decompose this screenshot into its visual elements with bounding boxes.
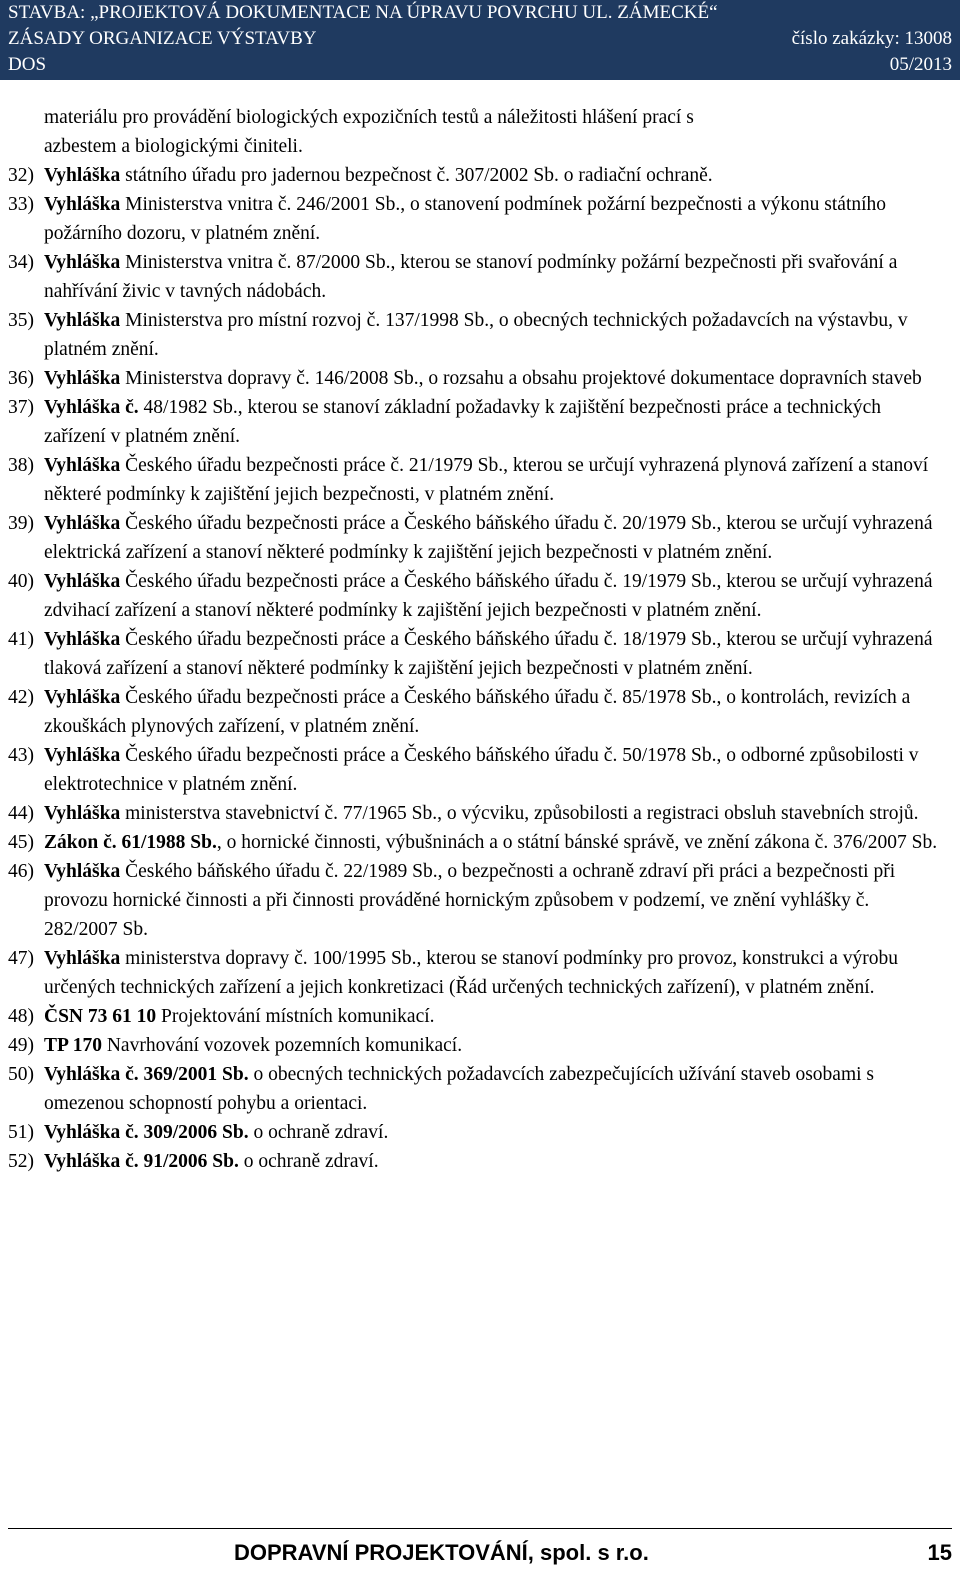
page-number: 15: [927, 1540, 952, 1565]
page-footer: [8, 1537, 952, 1569]
list-item-lead: Vyhláška: [44, 861, 121, 882]
list-item-lead: Vyhláška: [44, 310, 121, 331]
list-item-number: 45): [8, 832, 34, 853]
list-item-text: Ministerstva vnitra č. 246/2001 Sb., o stanovení podmínek požární bezpečnosti a výkonu státního požárního dozoru, v platném znění.: [44, 194, 887, 244]
list-item-text: , o hornické činnosti, výbušninách a o státní bánské správě, ve znění zákona č. 376/2007 Sb.: [216, 832, 938, 853]
list-item: [8, 567, 943, 625]
list-item-text: Českého úřadu bezpečnosti práce č. 21/1979 Sb., kterou se určují vyhrazená plynová zařízení a stanoví některé podmínky k zajištění jejich bezpečnosti, v platném znění.: [44, 455, 929, 505]
list-item-number: 41): [8, 629, 34, 650]
list-item: [8, 190, 943, 248]
list-item-lead: ČSN 73 61 10: [44, 1006, 157, 1027]
list-item-number: 40): [8, 571, 34, 592]
list-item-lead: Vyhláška: [44, 629, 121, 650]
list-item: [8, 509, 943, 567]
list-item-lead: TP 170: [44, 1035, 102, 1056]
list-item-number: 35): [8, 310, 34, 331]
list-item-number: 47): [8, 948, 34, 969]
list-item: [8, 364, 943, 393]
list-item-text: Ministerstva vnitra č. 87/2000 Sb., kterou se stanoví podmínky požární bezpečnosti při svařování a nahřívání živic v tavných nádobách.: [44, 252, 898, 302]
list-item-text: o obecných technických požadavcích zabezpečujících užívání staveb osobami s omezenou schopností pohybu a orientaci.: [44, 1064, 875, 1114]
list-item-lead: Vyhláška: [44, 165, 121, 186]
list-item-number: 42): [8, 687, 34, 708]
footer-divider: [8, 1528, 952, 1529]
project-title: STAVBA: „PROJEKTOVÁ DOKUMENTACE NA ÚPRAVU POVRCHU UL. ZÁMECKÉ“: [8, 2, 718, 23]
list-item-number: 52): [8, 1151, 34, 1172]
list-items: [8, 161, 943, 1176]
list-item-lead: Vyhláška č. 309/2006 Sb.: [44, 1122, 249, 1143]
document-date: 05/2013: [889, 54, 952, 75]
intro-line: materiálu pro provádění biologických expozičních testů a náležitosti hlášení prací s: [44, 107, 694, 128]
list-item-number: 51): [8, 1122, 34, 1143]
list-item-lead: Vyhláška: [44, 571, 121, 592]
list-item-text: Českého úřadu bezpečnosti práce a Českého báňského úřadu č. 20/1979 Sb., kterou se určují vyhrazená elektrická zařízení a stanoví některé podmínky k zajištění jejich bezpečnosti v platném znění.: [44, 513, 933, 563]
list-item-lead: Zákon č. 61/1988 Sb.: [44, 832, 217, 853]
header-row-3: [8, 52, 952, 78]
list-item: [8, 1002, 943, 1031]
list-item-number: 32): [8, 165, 34, 186]
list-item-lead: Vyhláška: [44, 803, 121, 824]
list-item-text: Českého úřadu bezpečnosti práce a Českého báňského úřadu č. 85/1978 Sb., o kontrolách, revizích a zkouškách plynových zařízení, v platném znění.: [44, 687, 911, 737]
list-item: [8, 451, 943, 509]
list-item: [8, 248, 943, 306]
list-item: [8, 1147, 943, 1176]
list-item-number: 37): [8, 397, 34, 418]
document-stage: DOS: [8, 54, 47, 75]
list-item: [8, 683, 943, 741]
list-item-number: 38): [8, 455, 34, 476]
list-item-lead: Vyhláška: [44, 687, 121, 708]
list-item-lead: Vyhláška: [44, 948, 121, 969]
list-item-text: státního úřadu pro jadernou bezpečnost č. 307/2002 Sb. o radiační ochraně.: [120, 165, 713, 186]
list-item-lead: Vyhláška č.: [44, 397, 139, 418]
list-item: [8, 741, 943, 799]
list-item-number: 46): [8, 861, 34, 882]
list-item-text: Ministerstva dopravy č. 146/2008 Sb., o rozsahu a obsahu projektové dokumentace dopravních staveb: [120, 368, 922, 389]
list-item-text: Českého úřadu bezpečnosti práce a Českého báňského úřadu č. 19/1979 Sb., kterou se určují vyhrazená zdvihací zařízení a stanoví některé podmínky k zajištění jejich bezpečnosti v platném znění.: [44, 571, 933, 621]
list-item-text: Českého úřadu bezpečnosti práce a Českého báňského úřadu č. 18/1979 Sb., kterou se určují vyhrazená tlaková zařízení a stanoví některé podmínky k zajištění jejich bezpečnosti v platném znění.: [44, 629, 933, 679]
list-item: [8, 306, 943, 364]
order-number: číslo zakázky: 13008: [791, 28, 952, 49]
list-item: [8, 799, 943, 828]
list-item-lead: Vyhláška: [44, 745, 121, 766]
list-item-text: Českého úřadu bezpečnosti práce a Českého báňského úřadu č. 50/1978 Sb., o odborné způsobilosti v elektrotechnice v platném znění.: [44, 745, 919, 795]
list-item-text: ministerstva stavebnictví č. 77/1965 Sb., o výcviku, způsobilosti a registraci obsluh stavebních strojů.: [120, 803, 919, 824]
list-item-lead: Vyhláška: [44, 368, 121, 389]
list-item-text: ministerstva dopravy č. 100/1995 Sb., kterou se stanoví podmínky pro provoz, konstrukci a výrobu určených technických zařízení a jejich konkretizaci (Řád určených technických zařízení), v platném znění.: [44, 948, 898, 998]
list-item-lead: Vyhláška: [44, 455, 121, 476]
list-item: [8, 161, 943, 190]
list-item-lead: Vyhláška č. 91/2006 Sb.: [44, 1151, 239, 1172]
list-item-number: 34): [8, 252, 34, 273]
list-item-lead: Vyhláška: [44, 513, 121, 534]
regulation-list: [8, 103, 943, 1176]
list-item-text: 48/1982 Sb., kterou se stanoví základní požadavky k zajištění bezpečnosti práce a technických zařízení v platném znění.: [44, 397, 882, 447]
list-item: [8, 944, 943, 1002]
list-item-number: 39): [8, 513, 34, 534]
list-item-text: Českého báňského úřadu č. 22/1989 Sb., o bezpečnosti a ochraně zdraví při práci a bezpečnosti při provozu hornické činnosti a při činnosti prováděné hornickým způsobem v podzemí, ve znění vyhlášky č. 282/2007 Sb.: [44, 861, 896, 940]
list-item-number: 49): [8, 1035, 34, 1056]
list-item-text: Navrhování vozovek pozemních komunikací.: [101, 1035, 463, 1056]
list-item: [8, 1060, 943, 1118]
list-item-number: 43): [8, 745, 34, 766]
list-item-text: Projektování místních komunikací.: [156, 1006, 435, 1027]
list-item: [8, 393, 943, 451]
list-item-number: 33): [8, 194, 34, 215]
company-name: DOPRAVNÍ PROJEKTOVÁNÍ, spol. s r.o.: [234, 1540, 649, 1565]
section-title: ZÁSADY ORGANIZACE VÝSTAVBY: [8, 28, 317, 49]
list-item: [8, 625, 943, 683]
header-row-2: [8, 26, 952, 52]
page-header: [0, 0, 960, 80]
list-item-text: Ministerstva pro místní rozvoj č. 137/1998 Sb., o obecných technických požadavcích na výstavbu, v platném znění.: [44, 310, 908, 360]
list-item-number: 48): [8, 1006, 34, 1027]
list-item: [8, 828, 943, 857]
list-item-lead: Vyhláška č. 369/2001 Sb.: [44, 1064, 249, 1085]
list-item-number: 36): [8, 368, 34, 389]
intro-line: azbestem a biologickými činiteli.: [44, 136, 303, 157]
intro-continuation: [8, 103, 943, 161]
list-item-number: 50): [8, 1064, 34, 1085]
list-item-text: o ochraně zdraví.: [238, 1151, 379, 1172]
list-item: [8, 857, 943, 944]
header-row-1: [8, 0, 952, 26]
list-item-text: o ochraně zdraví.: [248, 1122, 389, 1143]
list-item-lead: Vyhláška: [44, 194, 121, 215]
list-item: [8, 1031, 943, 1060]
list-item: [8, 1118, 943, 1147]
list-item-number: 44): [8, 803, 34, 824]
list-item-lead: Vyhláška: [44, 252, 121, 273]
